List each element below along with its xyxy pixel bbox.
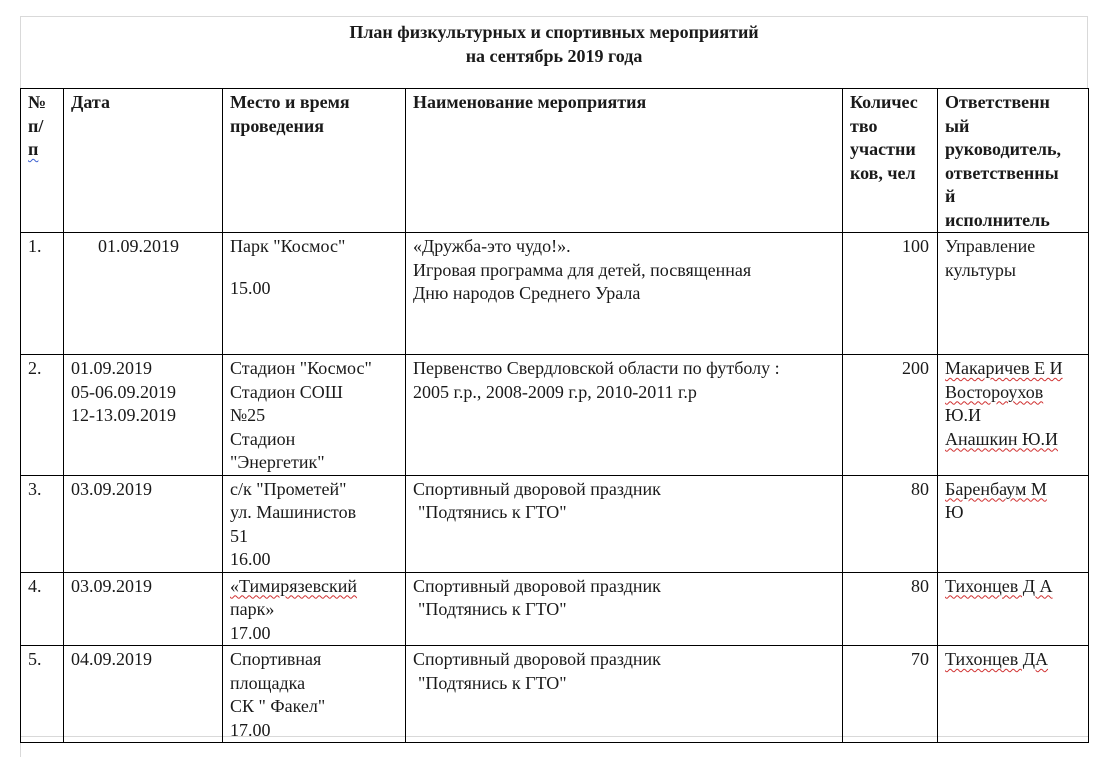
- row-place-line: Стадион СОШ: [230, 381, 343, 402]
- row-place-spacer: [230, 259, 399, 277]
- row-date: [64, 646, 223, 743]
- row-count: [843, 355, 938, 476]
- row-date-line: 03.09.2019: [71, 478, 152, 499]
- row-place: [223, 475, 406, 572]
- row-count: [843, 646, 938, 743]
- header-place-line: Место и время: [230, 92, 350, 112]
- row-num: [21, 572, 64, 646]
- row-place-line: СК " Факел": [230, 696, 326, 716]
- row-resp-line: Анашкин Ю.И: [945, 428, 1058, 449]
- document-title: [20, 20, 1088, 68]
- row-num-text: 2.: [28, 358, 42, 378]
- row-resp: [938, 572, 1089, 646]
- header-resp: [938, 89, 1089, 233]
- row-name-line: Игровая программа для детей, посвященная: [413, 259, 752, 280]
- row-place-line: Спортивная: [230, 649, 322, 669]
- row-name: [406, 233, 843, 355]
- row-date: [64, 355, 223, 476]
- row-place-line: 16.00: [230, 549, 271, 569]
- row-date-line: 04.09.2019: [71, 649, 152, 669]
- page-frame-top: [20, 16, 1088, 17]
- header-date: [64, 89, 223, 233]
- row-date: [64, 233, 223, 355]
- row-date-line: 01.09.2019: [98, 236, 179, 256]
- row-count-text: 80: [911, 478, 929, 499]
- row-place-line: площадка: [230, 672, 306, 693]
- row-num-text: 5.: [28, 649, 42, 669]
- row-resp-line: Ю: [945, 502, 964, 522]
- row-num-text: 3.: [28, 478, 42, 499]
- row-date: [64, 475, 223, 572]
- row-place-line: ул. Машинистов: [230, 502, 357, 522]
- row-date-line: 05-06.09.2019: [71, 381, 176, 402]
- events-table: [20, 88, 1089, 743]
- row-name-line: Дню народов Среднего Урала: [413, 283, 641, 303]
- row-place: [223, 572, 406, 646]
- row-place: [223, 646, 406, 743]
- row-place-line: 17.00: [230, 622, 271, 643]
- row-place-line: Стадион "Космос": [230, 358, 372, 378]
- row-resp-line: культуры: [945, 259, 1016, 280]
- row-name: [406, 572, 843, 646]
- row-count-text: 80: [911, 575, 929, 596]
- header-num: [21, 89, 64, 233]
- row-resp-line: Ю.И: [945, 405, 981, 425]
- table-row: [21, 355, 1089, 476]
- row-name-line: «Дружба-это чудо!».: [413, 236, 571, 256]
- row-num: [21, 475, 64, 572]
- row-resp: [938, 355, 1089, 476]
- table-row: [21, 646, 1089, 743]
- row-resp: [938, 233, 1089, 355]
- header-count: [843, 89, 938, 233]
- header-num-line: №: [28, 92, 47, 112]
- table-row: [21, 233, 1089, 355]
- row-resp: [938, 475, 1089, 572]
- header-count-line: участни: [850, 139, 916, 159]
- row-date-line: 12-13.09.2019: [71, 405, 176, 425]
- row-name-line: "Подтянись к ГТО": [418, 599, 567, 619]
- row-name-line: Спортивный дворовой праздник: [413, 478, 661, 499]
- row-place-line: Парк "Космос": [230, 236, 346, 256]
- row-num-text: 4.: [28, 575, 42, 596]
- row-resp-line: Макаричев Е И: [945, 358, 1063, 378]
- header-count-line: тво: [850, 115, 878, 136]
- row-place: [223, 233, 406, 355]
- row-place-line: Стадион: [230, 428, 296, 449]
- row-count-text: 200: [902, 358, 929, 378]
- header-place-line: проведения: [230, 115, 324, 136]
- row-resp-line: Управление: [945, 236, 1036, 256]
- header-place: [223, 89, 406, 233]
- header-name-label: Наименование мероприятия: [413, 92, 647, 112]
- row-name: [406, 355, 843, 476]
- title-line-1: План физкультурных и спортивных мероприятий: [349, 22, 759, 42]
- row-name-line: "Подтянись к ГТО": [418, 502, 567, 522]
- table-row: [21, 475, 1089, 572]
- header-date-label: Дата: [71, 92, 110, 112]
- table-row: [21, 572, 1089, 646]
- row-date-line: 03.09.2019: [71, 575, 152, 596]
- row-count-text: 70: [911, 649, 929, 669]
- row-count: [843, 572, 938, 646]
- row-resp: [938, 646, 1089, 743]
- row-place-line: 15.00: [230, 277, 271, 298]
- row-num-text: 1.: [28, 236, 42, 256]
- header-resp-line: ответственны: [945, 162, 1059, 183]
- header-resp-line: ый: [945, 115, 970, 136]
- row-resp-line: Востороухов: [945, 381, 1044, 402]
- row-date-line: 01.09.2019: [71, 358, 152, 378]
- row-place-line: "Энергетик": [230, 452, 325, 472]
- row-place: [223, 355, 406, 476]
- row-count: [843, 475, 938, 572]
- row-name-line: 2005 г.р., 2008-2009 г.р, 2010-2011 г.р: [413, 381, 697, 402]
- row-name-line: "Подтянись к ГТО": [418, 672, 567, 693]
- row-place-line: 17.00: [230, 719, 271, 740]
- row-place-line: №25: [230, 405, 266, 425]
- header-count-line: Количес: [850, 92, 918, 112]
- row-place-line: 51: [230, 525, 248, 546]
- header-name: [406, 89, 843, 233]
- row-resp-line: Баренбаум М: [945, 478, 1047, 499]
- row-name: [406, 646, 843, 743]
- header-resp-line: руководитель,: [945, 139, 1061, 159]
- row-resp-line: Тихонцев Д А: [945, 575, 1053, 596]
- header-row: [21, 89, 1089, 233]
- header-num-line: п: [28, 139, 39, 159]
- title-line-2: на сентябрь 2019 года: [465, 46, 643, 66]
- row-name: [406, 475, 843, 572]
- row-name-line: Первенство Свердловской области по футболу :: [413, 358, 780, 378]
- row-count-text: 100: [902, 236, 929, 256]
- header-resp-line: й: [945, 186, 956, 206]
- header-count-line: ков, чел: [850, 162, 916, 183]
- row-count: [843, 233, 938, 355]
- row-date: [64, 572, 223, 646]
- row-place-line: с/к "Прометей": [230, 478, 347, 499]
- row-num: [21, 233, 64, 355]
- header-num-line: п/: [28, 115, 44, 136]
- row-place-line: «Тимирязевский: [230, 575, 357, 596]
- row-place-line: парк»: [230, 599, 275, 619]
- row-name-line: Спортивный дворовой праздник: [413, 575, 661, 596]
- row-num: [21, 355, 64, 476]
- header-resp-line: Ответственн: [945, 92, 1050, 112]
- header-resp-line: исполнитель: [945, 209, 1050, 230]
- row-num: [21, 646, 64, 743]
- row-name-line: Спортивный дворовой праздник: [413, 649, 661, 669]
- row-resp-line: Тихонцев ДА: [945, 649, 1049, 669]
